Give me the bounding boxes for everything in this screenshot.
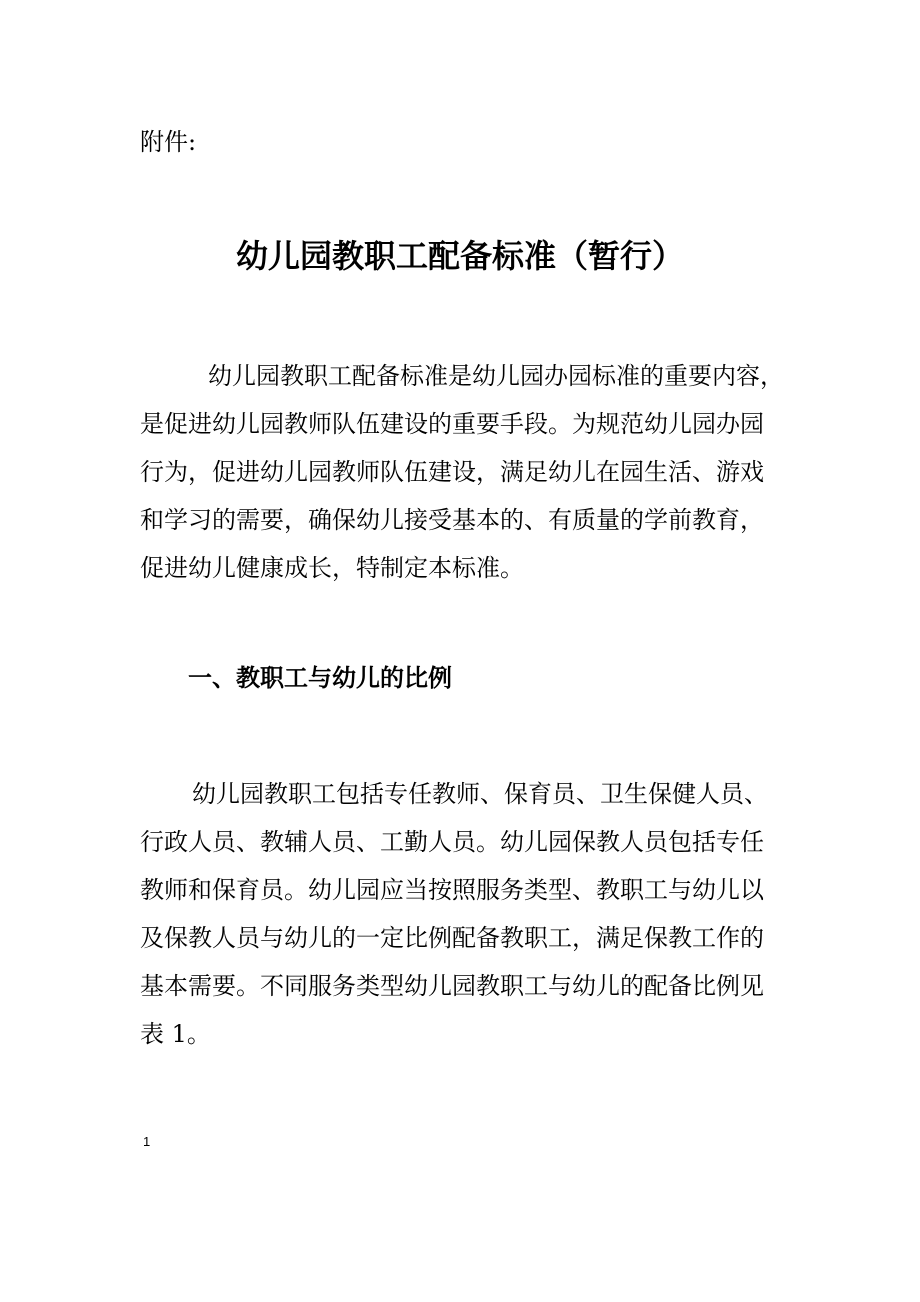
section-1-line-1: 幼儿园教职工包括专任教师、保育员、卫生保健人员、 <box>192 780 768 808</box>
intro-paragraph <box>140 352 790 592</box>
page-number: 1 <box>143 1134 151 1149</box>
intro-line-3: 行为，促进幼儿园教师队伍建设，满足幼儿在园生活、游戏 <box>140 458 764 486</box>
section-heading-1: 一、教职工与幼儿的比例 <box>188 664 452 692</box>
attachment-label: 附件: <box>140 128 197 156</box>
section-1-paragraph <box>140 770 790 1058</box>
document-title: 幼儿园教职工配备标准（暂行） <box>235 237 684 275</box>
section-1-line-6: 表 1。 <box>140 1020 211 1048</box>
section-1-line-3: 教师和保育员。幼儿园应当按照服务类型、教职工与幼儿以 <box>140 876 764 904</box>
intro-line-1: 幼儿园教职工配备标准是幼儿园办园标准的重要内容， <box>208 362 784 390</box>
intro-line-4: 和学习的需要，确保幼儿接受基本的、有质量的学前教育， <box>140 506 764 534</box>
section-1-line-4: 及保教人员与幼儿的一定比例配备教职工，满足保教工作的 <box>140 924 764 952</box>
intro-line-2: 是促进幼儿园教师队伍建设的重要手段。为规范幼儿园办园 <box>140 410 764 438</box>
intro-line-5: 促进幼儿健康成长，特制定本标准。 <box>140 554 524 582</box>
section-1-line-5: 基本需要。不同服务类型幼儿园教职工与幼儿的配备比例见 <box>140 972 764 1000</box>
section-1-line-2: 行政人员、教辅人员、工勤人员。幼儿园保教人员包括专任 <box>140 828 764 856</box>
